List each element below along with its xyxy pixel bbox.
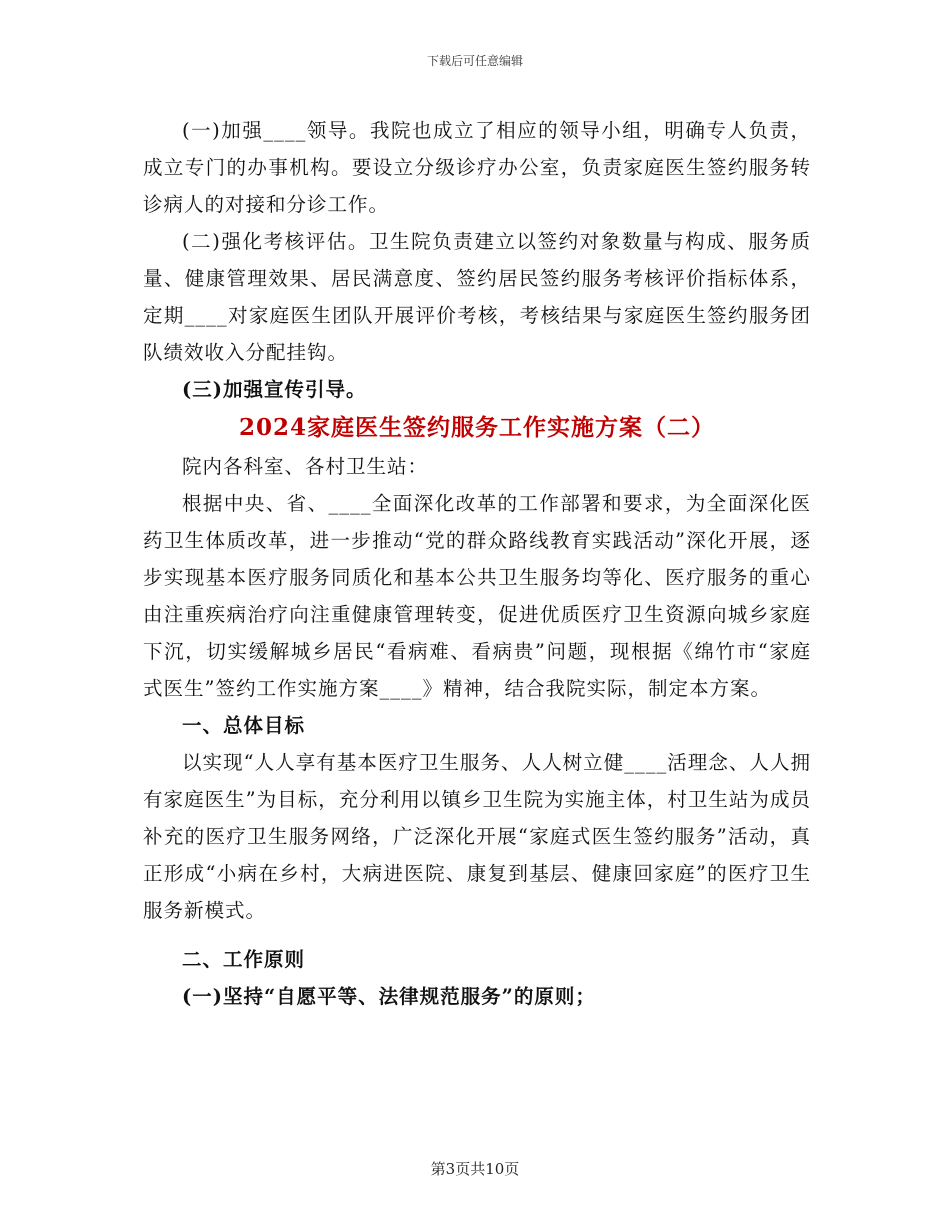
document-body (143, 112, 811, 1015)
heading-principles: 二、工作原则 (182, 948, 306, 971)
page-header: 下载后可任意编辑 (426, 54, 523, 68)
paragraph-assessment: (二)强化考核评估。卫生院负责建立以签约对象数量与构成、服务质量、健康管理效果、居民满意度、签约居民签约服务考核评价指标体系，定期____对家庭医生团队开展评价考核，考核结果与家庭医生签约服务团队绩效收入分配挂钩。 (143, 230, 811, 364)
paragraph-basis: 根据中央、省、____全面深化改革的工作部署和要求，为全面深化医药卫生体质改革，进一步推动“党的群众路线教育实践活动”深化开展，逐步实现基本医疗服务同质化和基本公共卫生服务均等化、医疗服务的重心由注重疾病治疗向注重健康管理转变，促进优质医疗卫生资源向城乡家庭下沉，切实缓解城乡居民“看病难、看病贵”问题，现根据《绵竹市“家庭式医生”签约工作实施方案____》精神，结合我院实际，制定本方案。 (143, 492, 811, 700)
principle-one: (一)坚持“自愿平等、法律规范服务”的原则； (182, 985, 596, 1008)
paragraph-goal: 以实现“人人享有基本医疗卫生服务、人人树立健____活理念、人人拥有家庭医生”为目标，充分利用以镇乡卫生院为实施主体，村卫生站为成员补充的医疗卫生服务网络，广泛深化开展“家庭式医生签约服务”活动，真正形成“小病在乡村，大病进医院、康复到基层、健康回家庭”的医疗卫生服务新模式。 (143, 751, 811, 922)
document-title: 2024家庭医生签约服务工作实施方案（二） (238, 414, 715, 441)
page-footer: 第3页共10页 (430, 1160, 520, 1178)
spacer (143, 929, 811, 941)
paragraph-addressee: 院内各科室、各村卫生站： (182, 455, 429, 478)
paragraph-leadership: (一)加强____领导。我院也成立了相应的领导小组，明确专人负责，成立专门的办事机构。要设立分级诊疗办公室，负责家庭医生签约服务转诊病人的对接和分诊工作。 (143, 119, 811, 216)
heading-overall-goal: 一、总体目标 (182, 714, 306, 737)
heading-publicity: (三)加强宣传引导。 (182, 378, 367, 401)
